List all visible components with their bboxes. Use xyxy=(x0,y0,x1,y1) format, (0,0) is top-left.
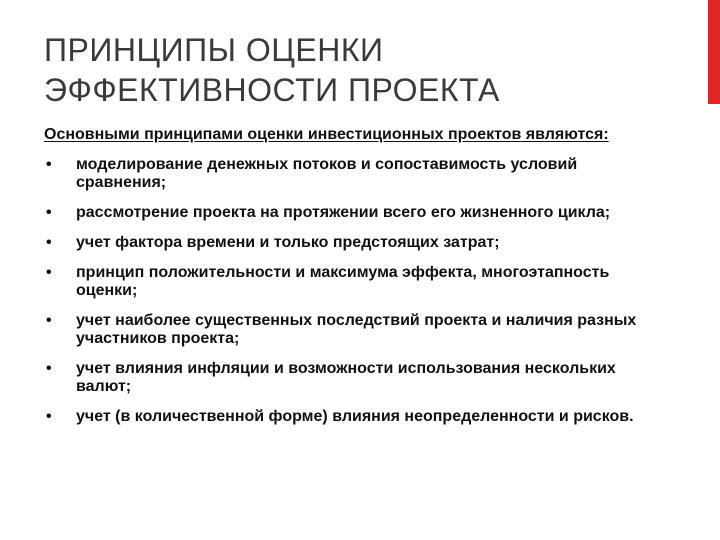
list-item xyxy=(44,360,664,396)
list-item xyxy=(44,234,664,252)
bullet-icon: • xyxy=(46,234,52,251)
list-item xyxy=(44,312,664,348)
intro-text: Основными принципами оценки инвестиционных проектов являются: xyxy=(44,126,609,143)
list-item xyxy=(44,204,664,222)
list-item xyxy=(44,264,664,300)
list-item-text: учет влияния инфляции и возможности использования нескольких валют; xyxy=(76,360,616,395)
slide-body xyxy=(44,126,664,438)
slide-title-line: ЭФФЕКТИВНОСТИ ПРОЕКТА xyxy=(44,72,500,108)
list-item-text: учет наиболее существенных последствий проекта и наличия разных участников проекта; xyxy=(76,312,637,347)
principles-list xyxy=(44,156,664,426)
list-item-text: принцип положительности и максимума эффекта, многоэтапность оценки; xyxy=(76,264,610,299)
list-item xyxy=(44,408,664,426)
list-item-text: рассмотрение проекта на протяжении всего его жизненного цикла; xyxy=(76,204,611,221)
bullet-icon: • xyxy=(46,312,52,329)
list-item-text: моделирование денежных потоков и сопоставимость условий сравнения; xyxy=(76,156,578,191)
slide-title-line: ПРИНЦИПЫ ОЦЕНКИ xyxy=(44,32,384,68)
bullet-icon: • xyxy=(46,264,52,281)
list-item xyxy=(44,156,664,192)
list-item-text: учет (в количественной форме) влияния неопределенности и рисков. xyxy=(76,408,634,425)
list-item-text: учет фактора времени и только предстоящих затрат; xyxy=(76,234,500,251)
bullet-icon: • xyxy=(46,156,52,173)
bullet-icon: • xyxy=(46,204,52,221)
bullet-icon: • xyxy=(46,408,52,425)
slide-title xyxy=(44,30,684,110)
accent-bar xyxy=(708,0,720,104)
bullet-icon: • xyxy=(46,360,52,377)
